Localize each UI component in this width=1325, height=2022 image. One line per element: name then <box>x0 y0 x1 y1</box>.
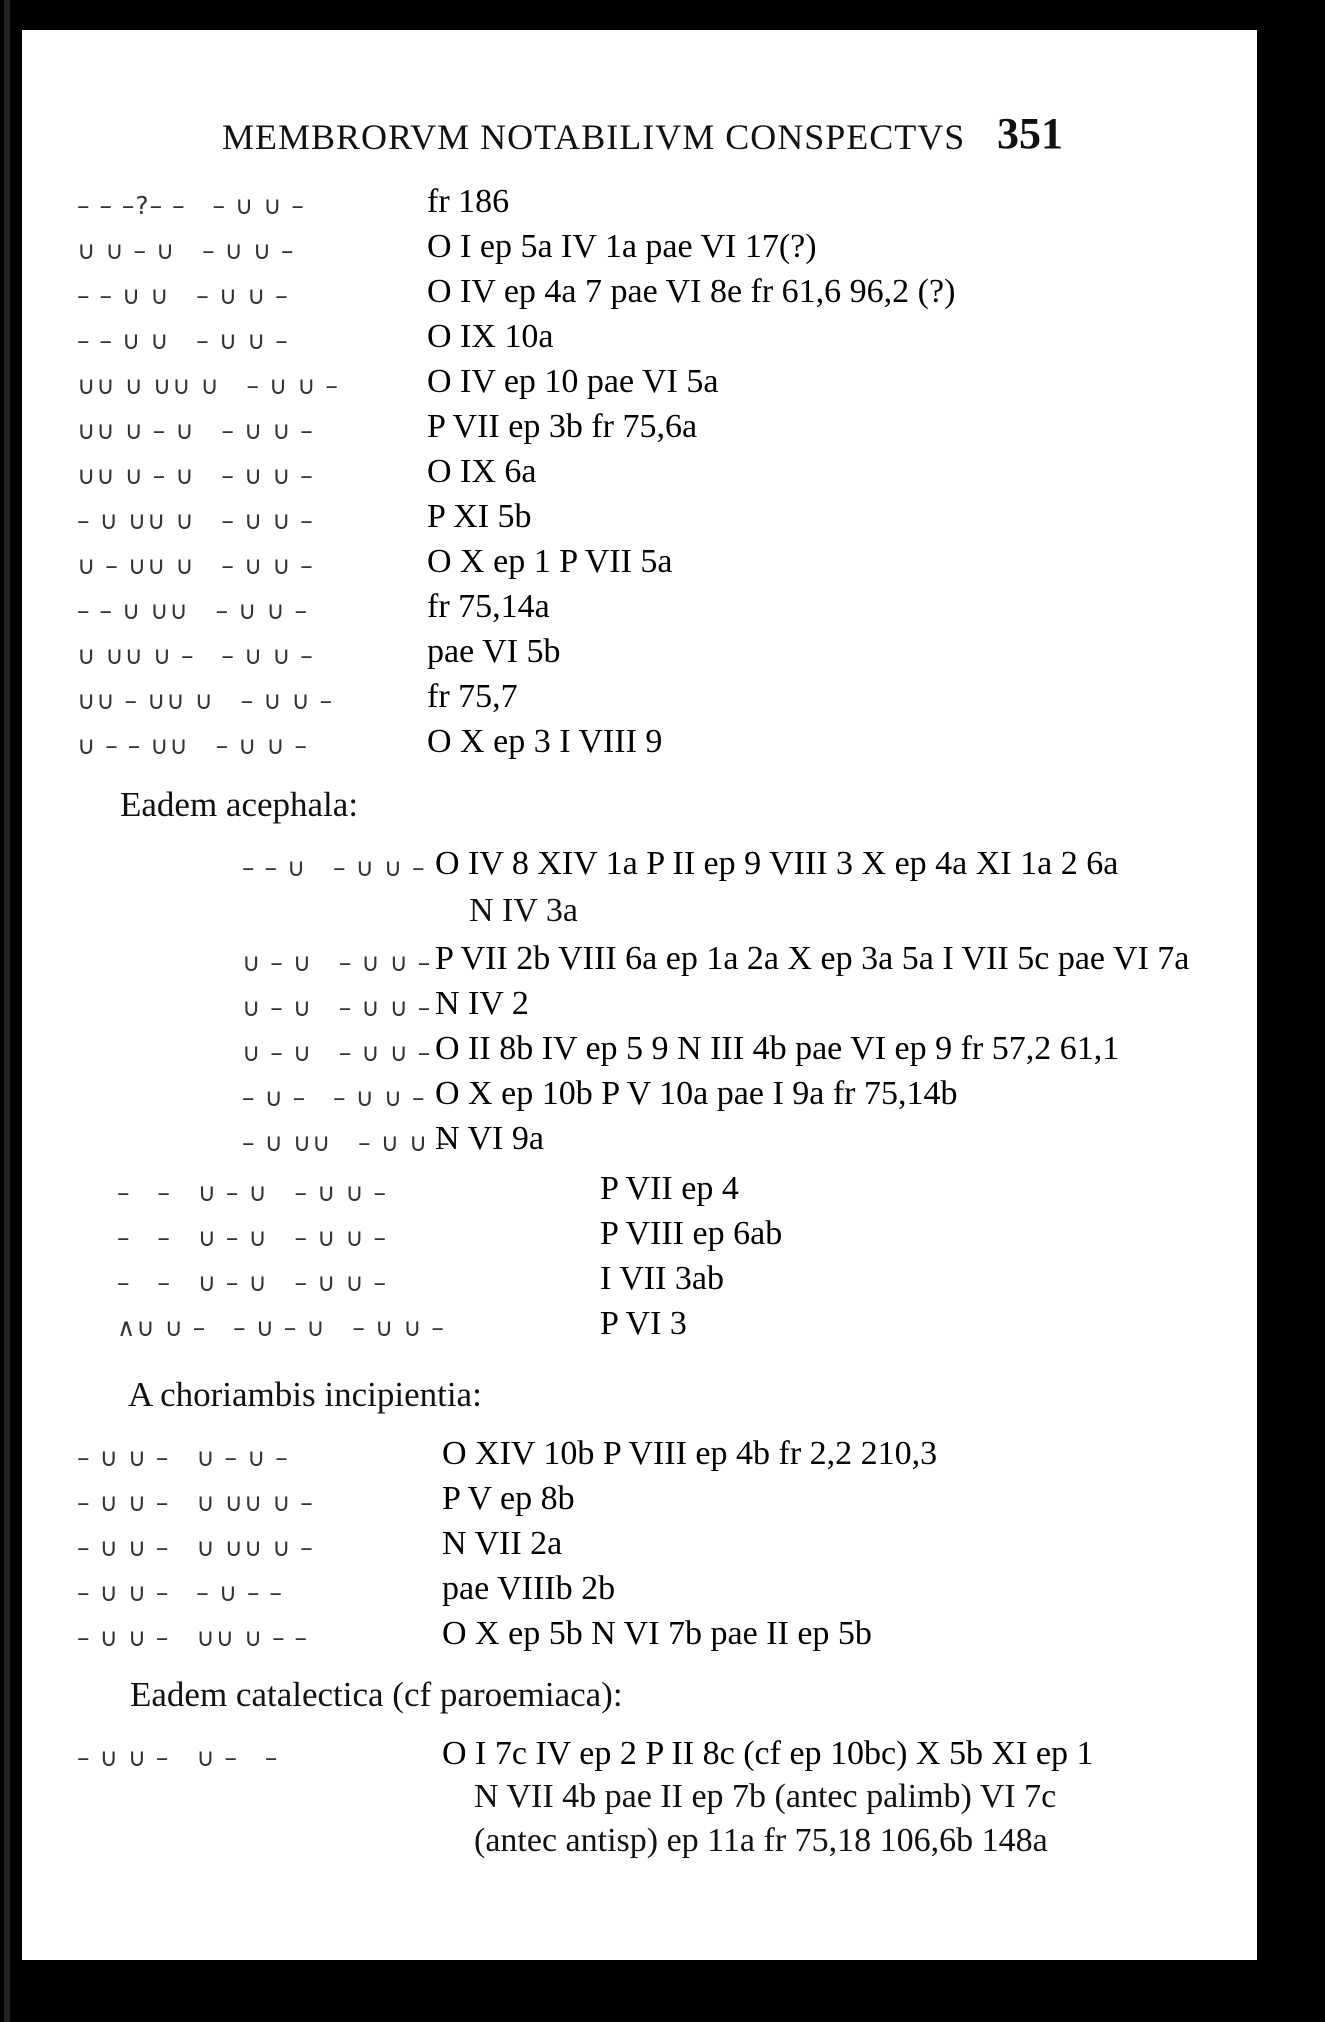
list-item <box>22 183 1257 227</box>
meter-scheme: ∪∪ – ∪∪ ∪ – ∪ ∪ – <box>77 686 334 715</box>
meter-scheme: – ∪ – – ∪ ∪ – <box>242 1083 426 1112</box>
reference: N VI 9a <box>435 1120 544 1157</box>
list-item <box>22 845 1257 889</box>
list-item <box>22 1525 1257 1569</box>
reference: P VII ep 4 <box>600 1170 739 1207</box>
meter-scheme: ∪ – ∪ – ∪ ∪ – <box>242 948 432 977</box>
list-item <box>22 1735 1257 1779</box>
meter-scheme: ∪∪ ∪ – ∪ – ∪ ∪ – <box>77 461 314 490</box>
list-item <box>22 633 1257 677</box>
meter-scheme: – – ∪ – ∪ – ∪ ∪ – <box>117 1268 387 1297</box>
list-item <box>22 273 1257 317</box>
reference: O X ep 3 I VIII 9 <box>427 723 663 760</box>
list-item <box>22 1260 1257 1304</box>
list-item <box>22 1120 1257 1164</box>
meter-scheme: – ∪ ∪∪ ∪ – ∪ ∪ – <box>77 506 314 535</box>
meter-scheme: – – –?– – – ∪ ∪ – <box>77 191 305 220</box>
page-number: 351 <box>997 109 1063 158</box>
reference: O IV ep 10 pae VI 5a <box>427 363 719 400</box>
reference: O IX 10a <box>427 318 554 355</box>
meter-scheme: – ∪ ∪ – ∪ ∪∪ ∪ – <box>77 1488 314 1517</box>
reference: P VII ep 3b fr 75,6a <box>427 408 698 445</box>
list-item <box>22 1480 1257 1524</box>
meter-scheme: ∪ ∪∪ ∪ – – ∪ ∪ – <box>77 641 314 670</box>
section-heading-choriambis: A choriambis incipientia: <box>128 1375 482 1414</box>
meter-scheme: – – ∪ ∪ – ∪ ∪ – <box>77 326 289 355</box>
list-item <box>22 318 1257 362</box>
reference: P VIII ep 6ab <box>600 1215 783 1252</box>
reference: I VII 3ab <box>600 1260 724 1297</box>
meter-scheme: – – ∪ – ∪ ∪ – <box>242 853 426 882</box>
list-item <box>22 985 1257 1029</box>
reference: fr 75,7 <box>427 678 518 715</box>
reference: O I 7c IV ep 2 P II 8c (cf ep 10bc) X 5b XI ep 1 <box>442 1735 1094 1772</box>
list-item <box>22 498 1257 542</box>
reference: P V ep 8b <box>442 1480 575 1517</box>
reference-continuation: N IV 3a <box>469 892 578 929</box>
reference-continuation: (antec antisp) ep 11a fr 75,18 106,6b 148a <box>474 1822 1048 1859</box>
meter-scheme: – – ∪ ∪ – ∪ ∪ – <box>77 281 289 310</box>
reference-continuation: N VII 4b pae II ep 7b (antec palimb) VI 7c <box>474 1778 1057 1815</box>
binding-edge <box>4 0 10 2022</box>
meter-scheme: – ∪ ∪∪ – ∪ ∪ – <box>242 1128 451 1157</box>
reference: P XI 5b <box>427 498 532 535</box>
meter-scheme: – ∪ ∪ – ∪ – ∪ – <box>77 1443 289 1472</box>
reference: O X ep 10b P V 10a pae I 9a fr 75,14b <box>435 1075 958 1112</box>
section-heading-acephala: Eadem acephala: <box>120 785 359 824</box>
reference: O XIV 10b P VIII ep 4b fr 2,2 210,3 <box>442 1435 938 1472</box>
running-title: MEMBRORVM NOTABILIVM CONSPECTVS <box>222 117 966 157</box>
list-item <box>22 408 1257 452</box>
meter-scheme: – ∪ ∪ – – ∪ – – <box>77 1578 283 1607</box>
meter-scheme: – ∪ ∪ – ∪ – – <box>77 1743 279 1772</box>
meter-scheme: – – ∪ – ∪ – ∪ ∪ – <box>117 1223 387 1252</box>
list-item <box>22 1075 1257 1119</box>
meter-scheme: – ∪ ∪ – ∪∪ ∪ – – <box>77 1623 309 1652</box>
meter-scheme: ∪ – – ∪∪ – ∪ ∪ – <box>77 731 309 760</box>
list-item <box>22 543 1257 587</box>
reference: O I ep 5a IV 1a pae VI 17(?) <box>427 228 817 265</box>
meter-scheme: ∪ – ∪ – ∪ ∪ – <box>242 993 432 1022</box>
book-page <box>22 30 1257 1960</box>
reference: fr 75,14a <box>427 588 550 625</box>
reference: pae VIIIb 2b <box>442 1570 616 1607</box>
list-item <box>22 1305 1257 1349</box>
reference: pae VI 5b <box>427 633 561 670</box>
meter-scheme: ∪∪ ∪ ∪∪ ∪ – ∪ ∪ – <box>77 371 339 400</box>
reference: N VII 2a <box>442 1525 563 1562</box>
list-item <box>22 678 1257 722</box>
meter-scheme: ∪ – ∪ – ∪ ∪ – <box>242 1038 432 1067</box>
reference: P VII 2b VIII 6a ep 1a 2a X ep 3a 5a I VII 5c pae VI 7a <box>435 940 1190 977</box>
reference: O X ep 5b N VI 7b pae II ep 5b <box>442 1615 872 1652</box>
reference: O IV ep 4a 7 pae VI 8e fr 61,6 96,2 (?) <box>427 273 956 310</box>
reference: O II 8b IV ep 5 9 N III 4b pae VI ep 9 fr 57,2 61,1 <box>435 1030 1120 1067</box>
list-item <box>22 1030 1257 1074</box>
list-item <box>22 1570 1257 1614</box>
list-item <box>22 453 1257 497</box>
meter-scheme: ∪ ∪ – ∪ – ∪ ∪ – <box>77 236 295 265</box>
reference: O IV 8 XIV 1a P II ep 9 VIII 3 X ep 4a XI 1a 2 6a <box>435 845 1119 882</box>
meter-scheme: – – ∪ ∪∪ – ∪ ∪ – <box>77 596 309 625</box>
reference: N IV 2 <box>435 985 529 1022</box>
meter-scheme: ∪∪ ∪ – ∪ – ∪ ∪ – <box>77 416 314 445</box>
list-item <box>22 588 1257 632</box>
list-item <box>22 1435 1257 1479</box>
section-heading-catalectica: Eadem catalectica (cf paroemiaca): <box>130 1675 623 1714</box>
list-item <box>22 1170 1257 1214</box>
meter-scheme: – ∪ ∪ – ∪ ∪∪ ∪ – <box>77 1533 314 1562</box>
list-item <box>22 363 1257 407</box>
list-item <box>22 1215 1257 1259</box>
meter-scheme: ∧∪ ∪ – – ∪ – ∪ – ∪ ∪ – <box>117 1313 445 1342</box>
reference: fr 186 <box>427 183 510 220</box>
list-item <box>22 723 1257 767</box>
list-item <box>22 228 1257 272</box>
reference: O X ep 1 P VII 5a <box>427 543 673 580</box>
list-item <box>22 940 1257 984</box>
reference: O IX 6a <box>427 453 537 490</box>
meter-scheme: ∪ – ∪∪ ∪ – ∪ ∪ – <box>77 551 314 580</box>
meter-scheme: – – ∪ – ∪ – ∪ ∪ – <box>117 1178 387 1207</box>
reference: P VI 3 <box>600 1305 687 1342</box>
list-item <box>22 1615 1257 1659</box>
